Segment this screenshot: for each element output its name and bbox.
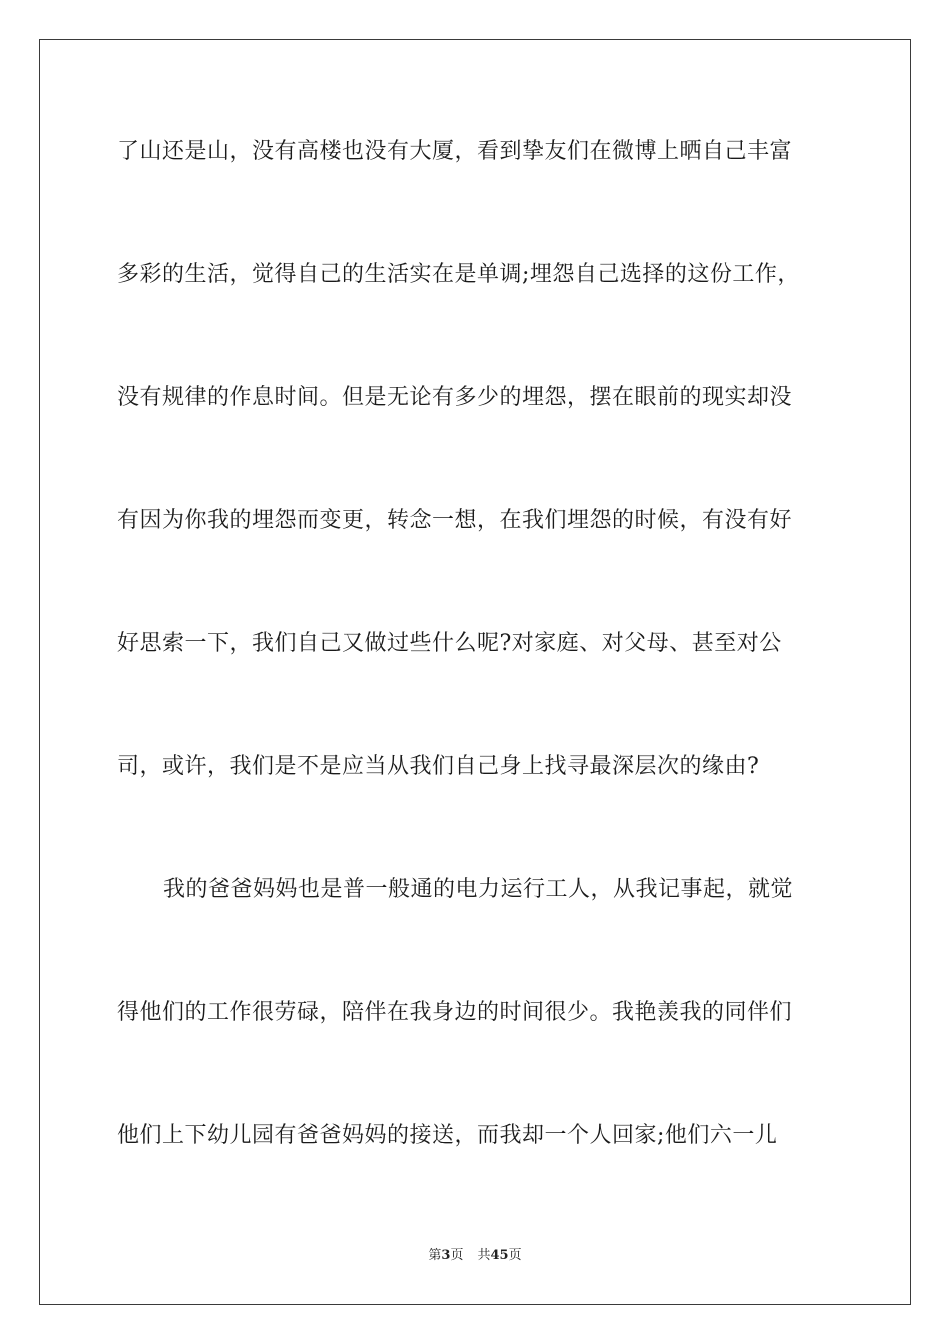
page-number: 3 [441, 1248, 451, 1263]
text-line-1: 了山还是山，没有高楼也没有大厦，看到挚友们在微博上晒自己丰富 [117, 139, 793, 164]
page-border [39, 39, 911, 1305]
text-line-9: 他们上下幼儿园有爸爸妈妈的接送，而我却一个人回家;他们六一儿 [117, 1123, 778, 1148]
text-line-6: 司，或许，我们是不是应当从我们自己身上找寻最深层次的缘由? [117, 754, 760, 779]
total-pages: 45 [490, 1248, 509, 1263]
text-line-8: 得他们的工作很劳碌，陪伴在我身边的时间很少。我艳羡我的同伴们 [117, 1000, 793, 1025]
text-line-3: 没有规律的作息时间。但是无论有多少的埋怨，摆在眼前的现实却没 [117, 385, 793, 410]
page-suffix: 页 [450, 1248, 464, 1263]
text-line-2: 多彩的生活，觉得自己的生活实在是单调;埋怨自己选择的这份工作， [117, 262, 800, 287]
page-footer [0, 1247, 950, 1265]
text-line-5: 好思索一下，我们自己又做过些什么呢?对家庭、对父母、甚至对公 [117, 631, 782, 656]
page-prefix: 第 [428, 1248, 442, 1263]
total-prefix: 共 [477, 1248, 491, 1263]
text-line-4: 有因为你我的埋怨而变更，转念一想，在我们埋怨的时候，有没有好 [117, 508, 793, 533]
total-suffix: 页 [508, 1248, 522, 1263]
text-line-7-paragraph-start: 我的爸爸妈妈也是普一般通的电力运行工人，从我记事起，就觉 [163, 877, 794, 902]
